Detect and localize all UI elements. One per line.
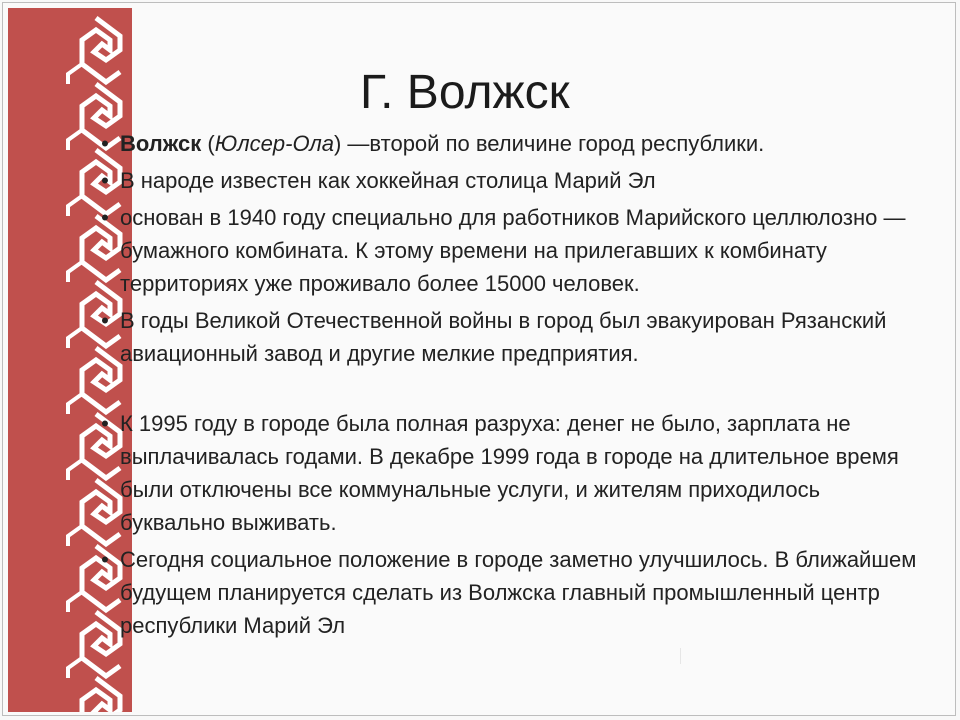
bullet-item-1 (94, 127, 920, 160)
bullet-text: —второй по величине город республики. (341, 131, 765, 156)
city-name: Волжск (120, 131, 202, 156)
close-paren: ) (333, 131, 342, 156)
ornament-hook-icon (68, 394, 82, 414)
bullet-marker: • (101, 205, 109, 230)
bullet-item-5 (94, 407, 920, 539)
ornament-hook-icon (68, 592, 82, 612)
ornament-hook-icon (68, 130, 82, 150)
ornament-hook-icon (68, 460, 82, 480)
bullet-text: В народе известен как хоккейная столица Марий Эл (120, 168, 656, 193)
bullet-item-6 (94, 543, 920, 642)
bullet-text: В годы Великой Отечественной войны в город был эвакуирован Рязанский авиационный завод и другие мелкие предприятия. (120, 308, 887, 366)
bullet-marker: • (101, 411, 109, 436)
bullet-list (94, 127, 920, 646)
ornament-hook-icon (68, 328, 82, 348)
ornament-hook-icon (68, 196, 82, 216)
ornament-spiral-icon (82, 18, 120, 82)
ornament-hook-icon (68, 526, 82, 546)
bullet-text: основан в 1940 году специально для работников Марийского целлюлозно — бумажного комбината. К этому времени на прилегавших к комбинату территориях уже проживало более 15000 человек. (120, 205, 906, 296)
bullet-marker: • (101, 547, 109, 572)
bullet-text: Сегодня социальное положение в городе заметно улучшилось. В ближайшем будущем планируется сделать из Волжска главный промышленный центр республики Марий Эл (120, 547, 917, 638)
ornament-spiral-icon (82, 678, 120, 712)
bullet-item-4 (94, 304, 920, 370)
bullet-marker: • (101, 308, 109, 333)
mari-name: Юлсер-Ола (214, 131, 334, 156)
bullet-item-3 (94, 201, 920, 300)
bullet-marker: • (101, 168, 109, 193)
open-paren: ( (201, 131, 215, 156)
ornament-hook-icon (68, 64, 82, 84)
slide-title: Г. Волжск (360, 66, 570, 119)
faint-mark (680, 648, 681, 664)
ornament-hook-icon (68, 262, 82, 282)
bullet-item-2 (94, 164, 920, 197)
ornament-hook-icon (68, 658, 82, 678)
bullet-marker: • (101, 131, 109, 156)
bullet-text: К 1995 году в городе была полная разруха: денег не было, зарплата не выплачивалась годами. В декабре 1999 года в городе на длительное время были отключены все коммунальные услуги, и жителям приходилось буквально выживать. (120, 411, 899, 535)
